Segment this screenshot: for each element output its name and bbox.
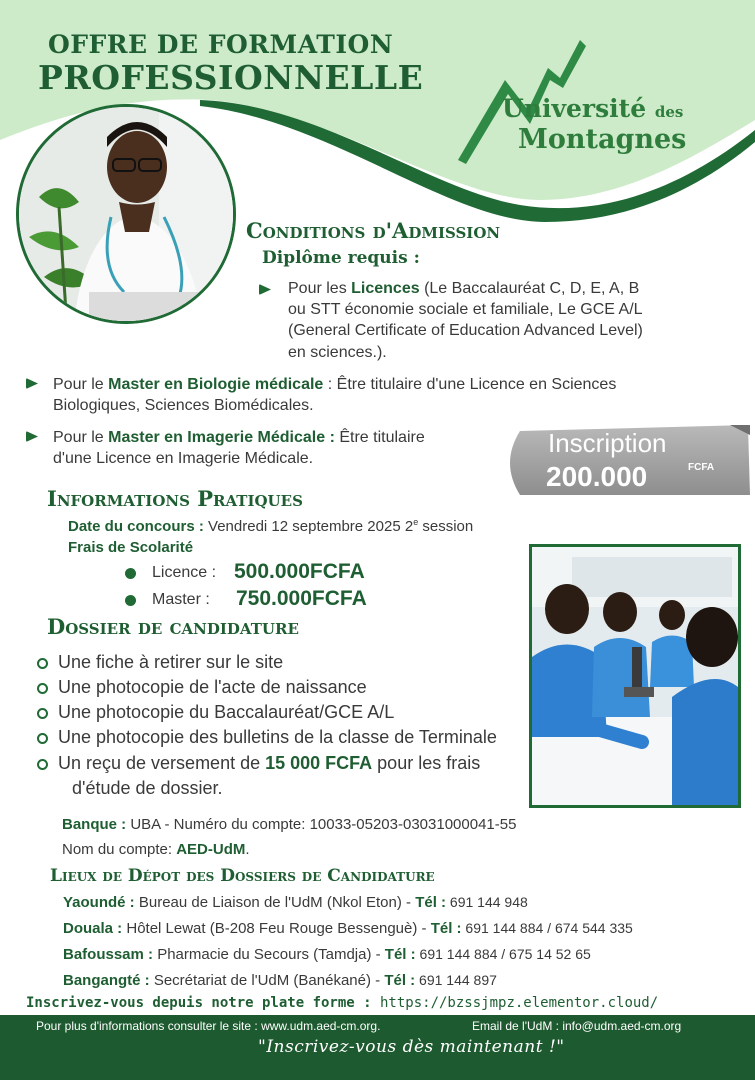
logo-name-part2: des [654,103,684,121]
ring-bullet-icon [37,708,48,719]
exam-date-label: Date du concours : [68,518,204,535]
location-city: Bafoussam : [63,946,154,963]
student-portrait-photo [16,104,236,324]
logo-name-part1: Université [502,94,647,123]
location-place: Hôtel Lewat (B-208 Feu Rouge Bessenguè) - [122,920,431,937]
tel-label: Tél : [384,946,416,963]
person-illustration-icon [19,107,236,324]
recu-suffix: pour les frais [372,753,481,773]
exam-date-suffix: session [418,518,474,535]
title-line1: OFFRE DE FORMATION [48,30,394,59]
location-tel: 691 144 884 / 675 14 52 65 [415,946,591,962]
exam-date-value: Vendredi 12 septembre 2025 2 [203,518,414,535]
dossier-heading: Dossier de candidature [47,614,299,639]
location-bangangte [63,972,497,989]
location-tel: 691 144 897 [415,972,497,988]
inscription-currency: FCFA [688,462,715,473]
master-img-line1 [53,427,425,448]
platform-url-link[interactable]: https://bzssjmpz.elementor.cloud/ [371,995,659,1011]
ring-bullet-icon [37,658,48,669]
infos-heading: Informations Pratiques [47,486,303,511]
fee-master-value: 750.000FCFA [236,587,367,610]
location-place: Secrétariat de l'UdM (Banékané) - [149,972,385,989]
lab-students-photo [529,544,741,808]
dossier-item: Une fiche à retirer sur le site [58,652,284,672]
inscription-amount: 200.000 [546,461,648,492]
licences-rest: (Le Baccalauréat C, D, E, A, B [419,280,640,297]
master-bio-line2: Biologiques, Sciences Biomédicales. [53,397,314,414]
licences-line1 [288,278,639,299]
location-city: Bangangté : [63,972,150,989]
fee-bullet-icon [125,568,136,579]
fee-licence-value: 500.000FCFA [234,560,365,583]
master-bio-line1 [53,374,616,395]
licences-bold: Licences [351,280,420,297]
master-bio-rest: : Être titulaire d'une Licence en Sciences [323,376,617,393]
conditions-heading: Conditions d'Admission [246,218,501,243]
ring-bullet-icon [37,759,48,770]
bank-line [62,816,516,833]
master-img-prefix: Pour le [53,429,109,446]
location-yaounde [63,894,528,911]
dossier-recu-line1 [58,753,480,774]
footer-site: Pour plus d'informations consulter le site : www.udm.aed-cm.org. [36,1019,381,1033]
lab-illustration-icon [532,547,738,805]
logo-name-part3: Montagnes [518,124,687,155]
exam-date-line [68,517,473,535]
master-bio-bold: Master en Biologie médicale [108,376,324,393]
location-douala [63,920,633,937]
recu-prefix: Un reçu de versement de [58,753,266,773]
location-tel: 691 144 948 [446,894,528,910]
licences-line3: (General Certificate of Education Advanced Level) [288,322,643,339]
fees-label [68,539,193,556]
ring-bullet-icon [37,733,48,744]
bank-label: Banque : [62,816,127,833]
licences-line4: en sciences.). [288,344,387,361]
platform-line [26,995,658,1011]
location-city: Yaoundé : [63,894,135,911]
tel-label: Tél : [384,972,416,989]
university-logo-name [502,94,683,123]
dossier-item: Une photocopie du Baccalauréat/GCE A/L [58,702,395,722]
fees-label-text: Frais de Scolarité [68,539,194,556]
licences-line2: ou STT économie sociale et familiale, Le GCE A/L [288,301,643,318]
recu-amount: 15 000 FCFA [265,753,373,773]
location-place: Bureau de Liaison de l'UdM (Nkol Eton) - [134,894,416,911]
exam-date-sup: e [413,517,419,527]
account-end: . [245,841,250,858]
account-label: Nom du compte: [62,841,177,858]
location-city: Douala : [63,920,123,937]
dossier-item: Une photocopie des bulletins de la classe de Terminale [58,727,497,747]
footer-email: Email de l'UdM : info@udm.aed-cm.org [472,1019,682,1033]
fee-licence-label: Licence : [152,564,217,581]
platform-label: Inscrivez-vous depuis notre plate forme : [26,995,372,1011]
master-img-line2: d'une Licence en Imagerie Médicale. [53,450,314,467]
licences-prefix: Pour les [288,280,352,297]
lieux-heading: Lieux de Dépot des Dossiers de Candidature [50,866,435,886]
dossier-recu-line2: d'étude de dossier. [72,778,223,798]
account-value: AED-UdM [176,841,246,858]
master-img-rest: Être titulaire [334,429,425,446]
fee-bullet-icon [125,595,136,606]
fee-master-label: Master : [152,591,210,608]
location-place: Pharmacie du Secours (Tamdja) - [153,946,385,963]
dossier-item: Une photocopie de l'acte de naissance [58,677,367,697]
master-img-bold: Master en Imagerie Médicale : [108,429,335,446]
tel-label: Tél : [415,894,447,911]
footer-slogan: "Inscrivez-vous dès maintenant !" [258,1037,565,1057]
location-tel: 691 144 884 / 674 544 335 [461,920,633,936]
account-line [62,841,250,858]
bank-value: UBA - Numéro du compte: 10033-05203-03031000041-55 [126,816,517,833]
ring-bullet-icon [37,683,48,694]
title-line2: PROFESSIONNELLE [38,58,424,97]
location-bafoussam [63,946,591,963]
master-bio-prefix: Pour le [53,376,109,393]
diploma-subheading: Diplôme requis : [262,248,420,268]
inscription-label: Inscription [548,428,667,458]
tel-label: Tél : [430,920,462,937]
